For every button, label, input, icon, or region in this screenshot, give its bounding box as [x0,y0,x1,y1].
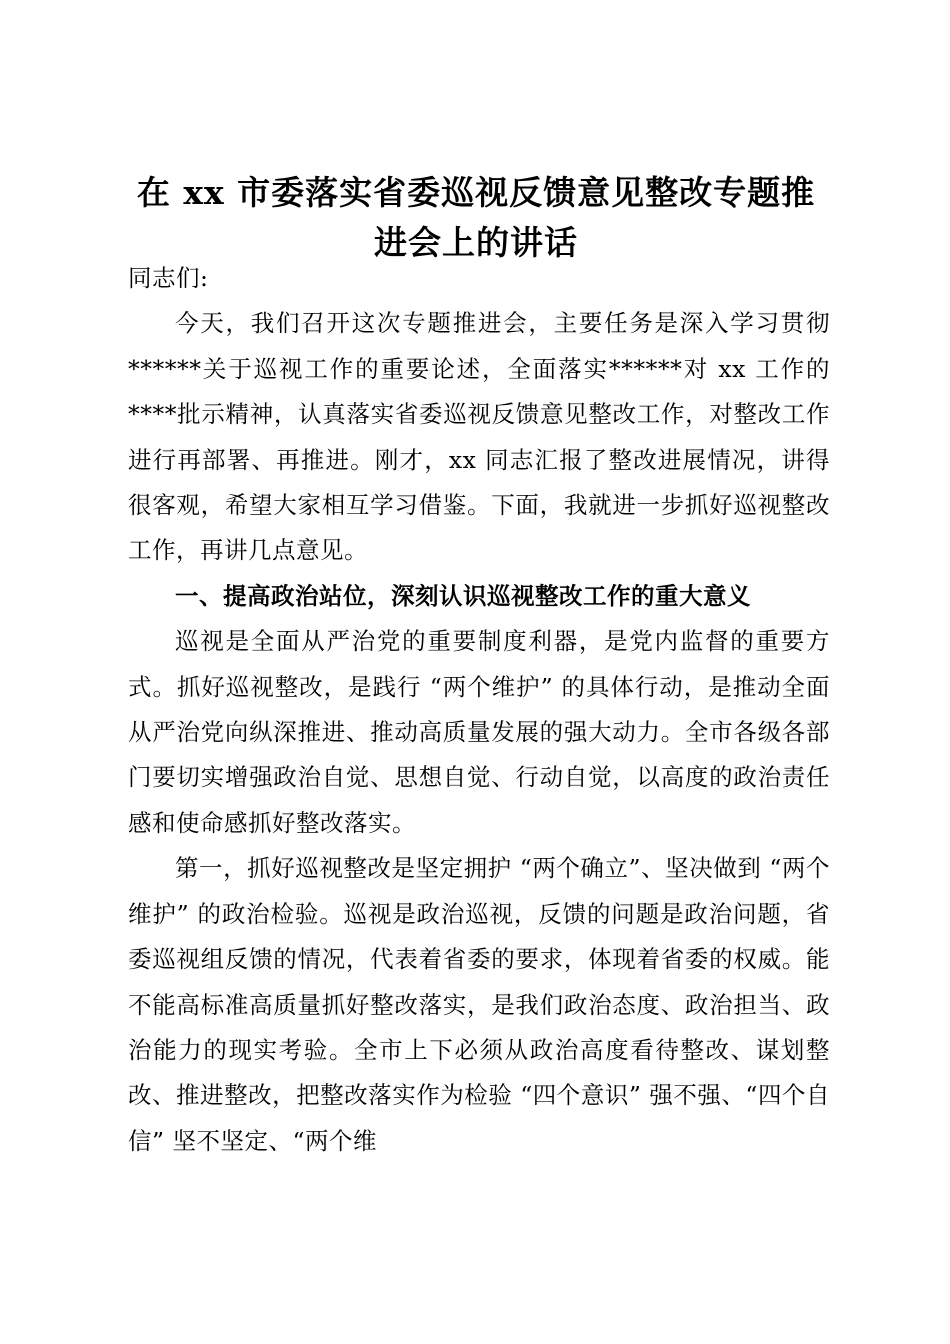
document-title: 在 xx 市委落实省委巡视反馈意见整改专题推进会上的讲话 [136,173,816,262]
salutation: 同志们: [128,264,209,292]
paragraph-opening: 今天，我们召开这次专题推进会，主要任务是深入学习贯彻******关于巡视工作的重要论述，全面落实******对 xx 工作的****批示精神，认真落实省委巡视反馈意见整改工作，对整改工作进行再部署、再推进。刚才，xx 同志汇报了整改进展情况，讲得很客观，希望大家相互学习借鉴。下面，我就进一步抓好巡视整改工作，再讲几点意见。 [128,309,830,565]
paragraph-point-1: 第一，抓好巡视整改是坚定拥护 “两个确立”、坚决做到 “两个维护” 的政治检验。巡视是政治巡视，反馈的问题是政治问题，省委巡视组反馈的情况，代表着省委的要求，体现着省委的权威。能不能高标准高质量抓好整改落实，是我们政治态度、政治担当、政治能力的现实考验。全市上下必须从政治高度看待整改、谋划整改、推进整改，把整改落实作为检验 “四个意识” 强不强、“四个自信” 坚不坚定、“两个维 [128,854,830,1155]
document-body [128,256,830,1164]
section-heading-1: 一、提高政治站位，深刻认识巡视整改工作的重大意义 [175,581,751,610]
paragraph-section-1-intro: 巡视是全面从严治党的重要制度利器，是党内监督的重要方式。抓好巡视整改，是践行 “两个维护” 的具体行动，是推动全面从严治党向纵深推进、推动高质量发展的强大动力。全市各级各部门要切实增强政治自觉、思想自觉、行动自觉，以高度的政治责任感和使命感抓好整改落实。 [128,627,830,837]
